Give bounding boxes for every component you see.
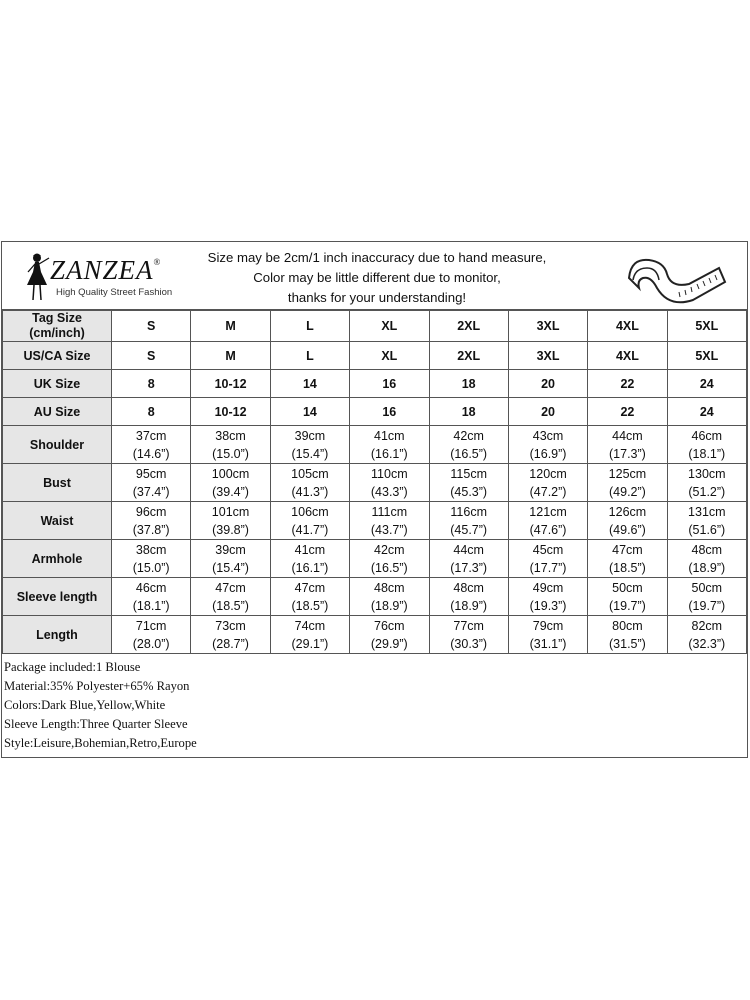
measurement-cell (112, 464, 191, 502)
inch-value: (18.5”) (609, 560, 646, 575)
cm-value: 38cm (135, 542, 167, 557)
row-label: Armhole (3, 540, 112, 578)
cm-value: 47cm (215, 580, 246, 595)
cm-value: 48cm (453, 580, 484, 595)
size-cell: 18 (429, 370, 508, 398)
row-label: Shoulder (3, 426, 112, 464)
cm-value: 115cm (450, 466, 487, 481)
inch-value: (19.7”) (609, 598, 646, 613)
size-chart (1, 241, 748, 758)
cm-value: 110cm (371, 466, 408, 481)
measurement-cell (508, 578, 587, 616)
measurement-cell (112, 578, 191, 616)
size-row (3, 311, 747, 342)
measurement-cell (270, 540, 349, 578)
size-cell: 18 (429, 398, 508, 426)
measurement-cell (429, 578, 508, 616)
size-cell: 2XL (429, 342, 508, 370)
size-cell: 4XL (588, 342, 667, 370)
inch-value: (15.0”) (212, 446, 249, 461)
inch-value: (18.5”) (212, 598, 249, 613)
cm-value: 43cm (532, 428, 564, 443)
inch-value: (17.3”) (609, 446, 646, 461)
cm-value: 116cm (450, 504, 487, 519)
measurement-row (3, 578, 747, 616)
size-cell: M (191, 311, 270, 342)
brand-logo (22, 252, 192, 302)
info-sleeve: Sleeve Length:Three Quarter Sleeve (4, 717, 188, 731)
measurement-cell (191, 464, 270, 502)
size-cell: 5XL (667, 342, 746, 370)
size-cell: 8 (112, 370, 191, 398)
cm-value: 76cm (374, 618, 405, 633)
measurement-row (3, 616, 747, 654)
cm-value: 96cm (135, 504, 167, 519)
measurement-cell (270, 464, 349, 502)
cm-value: 101cm (211, 504, 250, 519)
notice-line-2: Color may be little different due to monitor, (253, 270, 501, 285)
inch-value: (16.1”) (291, 560, 329, 575)
row-label: UK Size (3, 370, 112, 398)
size-cell: M (191, 342, 270, 370)
measurement-row (3, 502, 747, 540)
size-row (3, 342, 747, 370)
inch-value: (51.2”) (688, 484, 726, 499)
measurement-cell (270, 502, 349, 540)
cm-value: 125cm (608, 466, 647, 481)
measurement-cell (270, 616, 349, 654)
inch-value: (16.5”) (450, 446, 488, 461)
inch-value: (18.5”) (291, 598, 329, 613)
inch-value: (18.1”) (132, 598, 170, 613)
measurement-cell (667, 578, 746, 616)
measurement-cell (270, 578, 349, 616)
cm-value: 42cm (453, 428, 484, 443)
measurement-row (3, 426, 747, 464)
size-cell: 22 (588, 370, 667, 398)
notice-line-1: Size may be 2cm/1 inch inaccuracy due to hand measure, (207, 250, 547, 265)
measuring-tape-icon (619, 248, 729, 306)
measurement-cell (508, 502, 587, 540)
size-cell: 16 (350, 398, 429, 426)
measurement-cell (667, 502, 746, 540)
measurement-cell (508, 464, 587, 502)
inch-value: (17.3”) (450, 560, 488, 575)
inch-value: (15.4”) (212, 560, 249, 575)
inch-value: (28.7”) (212, 636, 249, 651)
cm-value: 41cm (294, 542, 326, 557)
row-label: Waist (3, 502, 112, 540)
measurement-cell (588, 616, 667, 654)
cm-value: 44cm (453, 542, 484, 557)
cm-value: 39cm (215, 542, 246, 557)
size-row (3, 370, 747, 398)
measurement-cell (588, 426, 667, 464)
measurement-cell (350, 464, 429, 502)
measurement-cell (350, 616, 429, 654)
cm-value: 45cm (532, 542, 564, 557)
measurement-cell (350, 502, 429, 540)
measurement-cell (667, 464, 746, 502)
cm-value: 126cm (608, 504, 647, 519)
cm-value: 82cm (691, 618, 723, 633)
cm-value: 49cm (532, 580, 564, 595)
cm-value: 41cm (374, 428, 405, 443)
row-label: US/CA Size (3, 342, 112, 370)
row-label: Length (3, 616, 112, 654)
inch-value: (43.3”) (370, 484, 408, 499)
measurement-cell (508, 426, 587, 464)
size-cell: 20 (508, 398, 587, 426)
row-label: Sleeve length (3, 578, 112, 616)
size-table (2, 310, 747, 654)
measurement-cell (350, 426, 429, 464)
measurement-cell (588, 464, 667, 502)
cm-value: 44cm (612, 428, 643, 443)
brand-name: ZANZEA® (50, 255, 162, 285)
size-cell: 22 (588, 398, 667, 426)
measurement-cell (191, 616, 270, 654)
measurement-cell (191, 502, 270, 540)
size-cell: 14 (270, 370, 349, 398)
inch-value: (45.7”) (450, 522, 488, 537)
inch-value: (14.6”) (132, 446, 170, 461)
inch-value: (31.1”) (529, 636, 567, 651)
size-cell: 2XL (429, 311, 508, 342)
measurement-row (3, 464, 747, 502)
inch-value: (41.7”) (291, 522, 329, 537)
inch-value: (39.4”) (212, 484, 249, 499)
product-info (4, 658, 197, 753)
measurement-cell (112, 502, 191, 540)
measurement-cell (112, 616, 191, 654)
inch-value: (49.2”) (609, 484, 646, 499)
inch-value: (47.6”) (529, 522, 567, 537)
measurement-cell (270, 426, 349, 464)
size-cell: 3XL (508, 342, 587, 370)
measurement-cell (429, 502, 508, 540)
inch-value: (51.6”) (688, 522, 726, 537)
measurement-cell (191, 426, 270, 464)
cm-value: 105cm (291, 466, 329, 481)
inch-value: (45.3”) (450, 484, 488, 499)
size-cell: S (112, 311, 191, 342)
measurement-cell (112, 540, 191, 578)
row-label: Tag Size (cm/inch) (3, 311, 112, 342)
measurement-cell (191, 578, 270, 616)
inch-value: (18.9”) (688, 560, 726, 575)
inch-value: (16.5”) (370, 560, 408, 575)
cm-value: 100cm (211, 466, 250, 481)
cm-value: 50cm (612, 580, 643, 595)
inch-value: (18.1”) (688, 446, 726, 461)
inch-value: (39.8”) (212, 522, 249, 537)
size-cell: L (270, 342, 349, 370)
info-colors: Colors:Dark Blue,Yellow,White (4, 698, 166, 712)
cm-value: 50cm (691, 580, 723, 595)
measurement-cell (350, 540, 429, 578)
size-cell: XL (350, 311, 429, 342)
cm-value: 77cm (453, 618, 484, 633)
cm-value: 46cm (691, 428, 723, 443)
measurement-cell (588, 578, 667, 616)
fashion-figure-icon (22, 252, 52, 302)
cm-value: 42cm (374, 542, 405, 557)
chart-header (2, 242, 747, 310)
measurement-cell (429, 426, 508, 464)
inch-value: (16.1”) (370, 446, 408, 461)
cm-value: 79cm (532, 618, 564, 633)
info-material: Material:35% Polyester+65% Rayon (4, 679, 190, 693)
size-cell: 24 (667, 370, 746, 398)
inch-value: (43.7”) (370, 522, 408, 537)
size-cell: S (112, 342, 191, 370)
cm-value: 74cm (294, 618, 326, 633)
measurement-cell (667, 616, 746, 654)
inch-value: (18.9”) (450, 598, 488, 613)
inch-value: (41.3”) (291, 484, 329, 499)
inch-value: (15.0”) (132, 560, 170, 575)
inch-value: (32.3”) (688, 636, 726, 651)
cm-value: 130cm (688, 466, 726, 481)
size-cell: 4XL (588, 311, 667, 342)
inch-value: (29.1”) (291, 636, 329, 651)
size-cell: 5XL (667, 311, 746, 342)
inch-value: (17.7”) (529, 560, 567, 575)
inch-value: (47.2”) (529, 484, 567, 499)
cm-value: 46cm (135, 580, 167, 595)
size-cell: 10-12 (191, 370, 270, 398)
size-cell: L (270, 311, 349, 342)
row-label: AU Size (3, 398, 112, 426)
measurement-cell (112, 426, 191, 464)
inch-value: (18.9”) (370, 598, 408, 613)
cm-value: 95cm (135, 466, 167, 481)
brand-tagline: High Quality Street Fashion (56, 287, 173, 298)
size-cell: 14 (270, 398, 349, 426)
info-style: Style:Leisure,Bohemian,Retro,Europe (4, 736, 197, 750)
measurement-cell (588, 540, 667, 578)
measurement-cell (350, 578, 429, 616)
measurement-cell (667, 540, 746, 578)
measurement-cell (588, 502, 667, 540)
measurement-cell (429, 616, 508, 654)
cm-value: 47cm (612, 542, 643, 557)
cm-value: 48cm (374, 580, 405, 595)
measurement-notice (192, 248, 562, 308)
inch-value: (29.9”) (370, 636, 408, 651)
measurement-cell (508, 616, 587, 654)
inch-value: (19.7”) (688, 598, 726, 613)
cm-value: 120cm (529, 466, 567, 481)
measurement-cell (508, 540, 587, 578)
size-row (3, 398, 747, 426)
inch-value: (16.9”) (529, 446, 567, 461)
inch-value: (31.5”) (609, 636, 646, 651)
inch-value: (37.8”) (132, 522, 170, 537)
measurement-cell (429, 464, 508, 502)
size-cell: 8 (112, 398, 191, 426)
cm-value: 38cm (215, 428, 246, 443)
cm-value: 106cm (291, 504, 329, 519)
cm-value: 80cm (612, 618, 643, 633)
inch-value: (15.4”) (291, 446, 329, 461)
cm-value: 48cm (691, 542, 723, 557)
inch-value: (28.0”) (132, 636, 170, 651)
measurement-row (3, 540, 747, 578)
inch-value: (30.3”) (450, 636, 488, 651)
size-cell: 16 (350, 370, 429, 398)
size-cell: 10-12 (191, 398, 270, 426)
inch-value: (19.3”) (529, 598, 567, 613)
cm-value: 111cm (371, 504, 408, 519)
inch-value: (37.4”) (132, 484, 170, 499)
cm-value: 47cm (294, 580, 326, 595)
cm-value: 37cm (135, 428, 167, 443)
size-cell: 3XL (508, 311, 587, 342)
cm-value: 121cm (529, 504, 567, 519)
cm-value: 39cm (294, 428, 326, 443)
size-cell: 20 (508, 370, 587, 398)
size-cell: 24 (667, 398, 746, 426)
cm-value: 73cm (215, 618, 246, 633)
size-cell: XL (350, 342, 429, 370)
measurement-cell (429, 540, 508, 578)
inch-value: (49.6”) (609, 522, 646, 537)
cm-value: 71cm (135, 618, 167, 633)
notice-line-3: thanks for your understanding! (287, 290, 467, 305)
row-label: Bust (3, 464, 112, 502)
measurement-cell (667, 426, 746, 464)
cm-value: 131cm (688, 504, 726, 519)
info-package: Package included:1 Blouse (4, 660, 141, 674)
measurement-cell (191, 540, 270, 578)
